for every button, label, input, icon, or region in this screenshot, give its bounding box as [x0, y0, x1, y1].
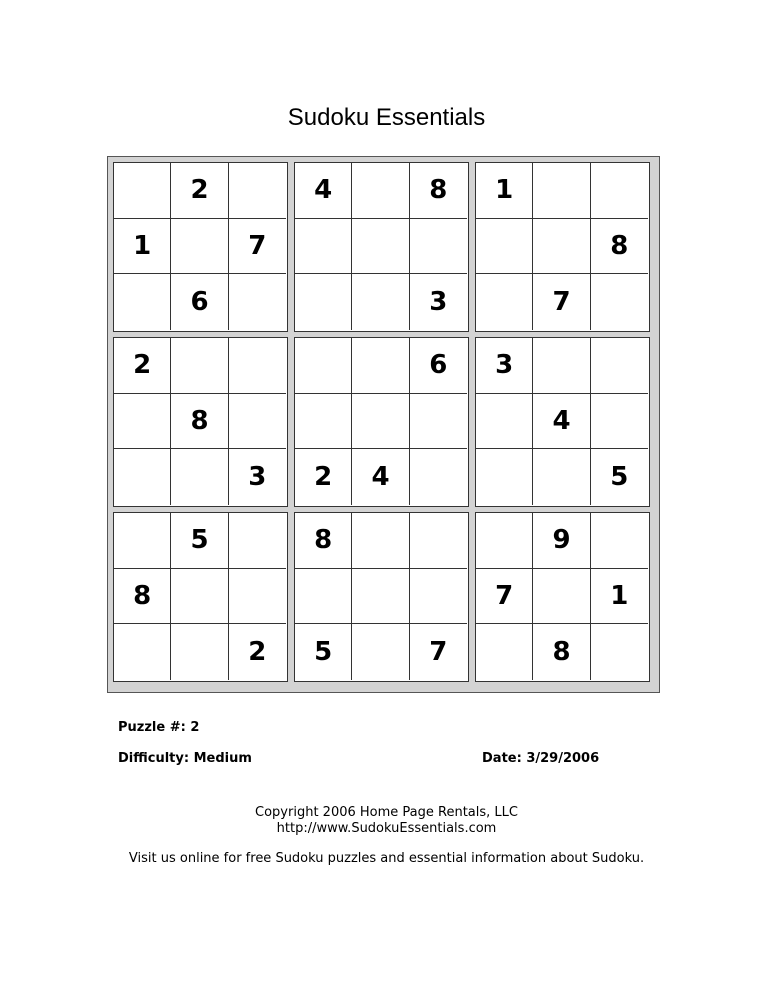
sudoku-cell: 7 — [229, 219, 286, 275]
sudoku-cell — [295, 274, 352, 330]
difficulty-label: Difficulty: Medium — [118, 751, 252, 766]
sudoku-cell: 1 — [476, 163, 533, 219]
sudoku-cell — [591, 513, 648, 569]
sudoku-grid — [107, 156, 660, 693]
sudoku-cell — [533, 219, 590, 275]
sudoku-cell: 7 — [476, 569, 533, 625]
sudoku-cell — [476, 624, 533, 680]
sudoku-cell — [476, 219, 533, 275]
sudoku-cell: 8 — [114, 569, 171, 625]
sudoku-box — [294, 512, 469, 682]
sudoku-cell: 1 — [591, 569, 648, 625]
sudoku-cell — [533, 163, 590, 219]
sudoku-cell — [114, 394, 171, 450]
sudoku-cell — [410, 513, 467, 569]
sudoku-cell — [229, 338, 286, 394]
sudoku-cell — [229, 513, 286, 569]
sudoku-cell — [229, 163, 286, 219]
sudoku-cell: 8 — [410, 163, 467, 219]
sudoku-cell: 3 — [248, 462, 267, 493]
sudoku-cell — [410, 394, 467, 450]
sudoku-cell — [410, 219, 467, 275]
sudoku-cell — [352, 569, 409, 625]
sudoku-cell — [295, 569, 352, 625]
sudoku-box — [475, 337, 650, 507]
sudoku-box — [294, 337, 469, 507]
sudoku-cell — [591, 394, 648, 450]
sudoku-cell — [229, 274, 286, 330]
sudoku-cell — [352, 338, 409, 394]
sudoku-cell: 8 — [171, 394, 228, 450]
sudoku-cell: 7 — [429, 637, 448, 668]
sudoku-cell: 9 — [533, 513, 590, 569]
sudoku-cell — [171, 569, 228, 625]
sudoku-cell — [476, 394, 533, 450]
copyright-text: Copyright 2006 Home Page Rentals, LLC — [255, 805, 518, 820]
sudoku-cell — [410, 449, 467, 505]
sudoku-cell — [533, 569, 590, 625]
sudoku-cell: 2 — [295, 449, 352, 505]
sudoku-cell — [171, 624, 228, 680]
sudoku-cell — [295, 219, 352, 275]
sudoku-box — [475, 162, 650, 332]
sudoku-cell — [352, 274, 409, 330]
sudoku-cell: 5 — [171, 513, 228, 569]
sudoku-cell — [171, 449, 228, 505]
sudoku-cell: 8 — [533, 624, 590, 680]
sudoku-box — [475, 512, 650, 682]
sudoku-cell: 3 — [476, 338, 533, 394]
sudoku-cell — [476, 513, 533, 569]
sudoku-cell — [171, 219, 228, 275]
sudoku-cell — [533, 338, 590, 394]
sudoku-cell — [352, 163, 409, 219]
sudoku-cell: 4 — [295, 163, 352, 219]
sudoku-cell — [591, 624, 648, 680]
sudoku-cell — [476, 274, 533, 330]
sudoku-cell: 4 — [533, 394, 590, 450]
sudoku-cell — [114, 513, 171, 569]
sudoku-cell — [114, 624, 171, 680]
sudoku-cell — [591, 163, 648, 219]
website-url: http://www.SudokuEssentials.com — [276, 821, 497, 836]
sudoku-cell: 5 — [610, 462, 629, 493]
sudoku-cell: 8 — [295, 513, 352, 569]
sudoku-cell — [171, 338, 228, 394]
sudoku-box — [294, 162, 469, 332]
sudoku-cell: 8 — [591, 219, 648, 275]
sudoku-cell — [114, 449, 171, 505]
date-label: Date: 3/29/2006 — [482, 751, 600, 766]
sudoku-cell — [352, 394, 409, 450]
sudoku-box — [113, 512, 288, 682]
sudoku-cell: 5 — [295, 624, 352, 680]
sudoku-cell — [352, 219, 409, 275]
sudoku-cell — [295, 394, 352, 450]
sudoku-cell — [114, 274, 171, 330]
sudoku-cell — [352, 624, 409, 680]
sudoku-cell — [352, 513, 409, 569]
sudoku-cell: 1 — [114, 219, 171, 275]
sudoku-cell — [229, 394, 286, 450]
sudoku-cell: 3 — [429, 287, 448, 318]
sudoku-cell — [591, 274, 648, 330]
sudoku-cell: 2 — [248, 637, 267, 668]
page-title: Sudoku Essentials — [287, 104, 486, 131]
sudoku-cell — [533, 449, 590, 505]
puzzle-number: Puzzle #: 2 — [118, 720, 200, 735]
sudoku-cell — [114, 163, 171, 219]
sudoku-cell — [295, 338, 352, 394]
sudoku-cell: 4 — [352, 449, 409, 505]
sudoku-box — [113, 337, 288, 507]
sudoku-cell: 2 — [114, 338, 171, 394]
sudoku-cell — [591, 338, 648, 394]
visit-text: Visit us online for free Sudoku puzzles and essential information about Sudoku. — [128, 851, 645, 866]
sudoku-cell — [476, 449, 533, 505]
sudoku-cell: 6 — [410, 338, 467, 394]
sudoku-cell — [410, 569, 467, 625]
sudoku-cell: 7 — [533, 274, 590, 330]
sudoku-box — [113, 162, 288, 332]
sudoku-cell — [229, 569, 286, 625]
sudoku-cell: 2 — [171, 163, 228, 219]
sudoku-cell: 6 — [171, 274, 228, 330]
